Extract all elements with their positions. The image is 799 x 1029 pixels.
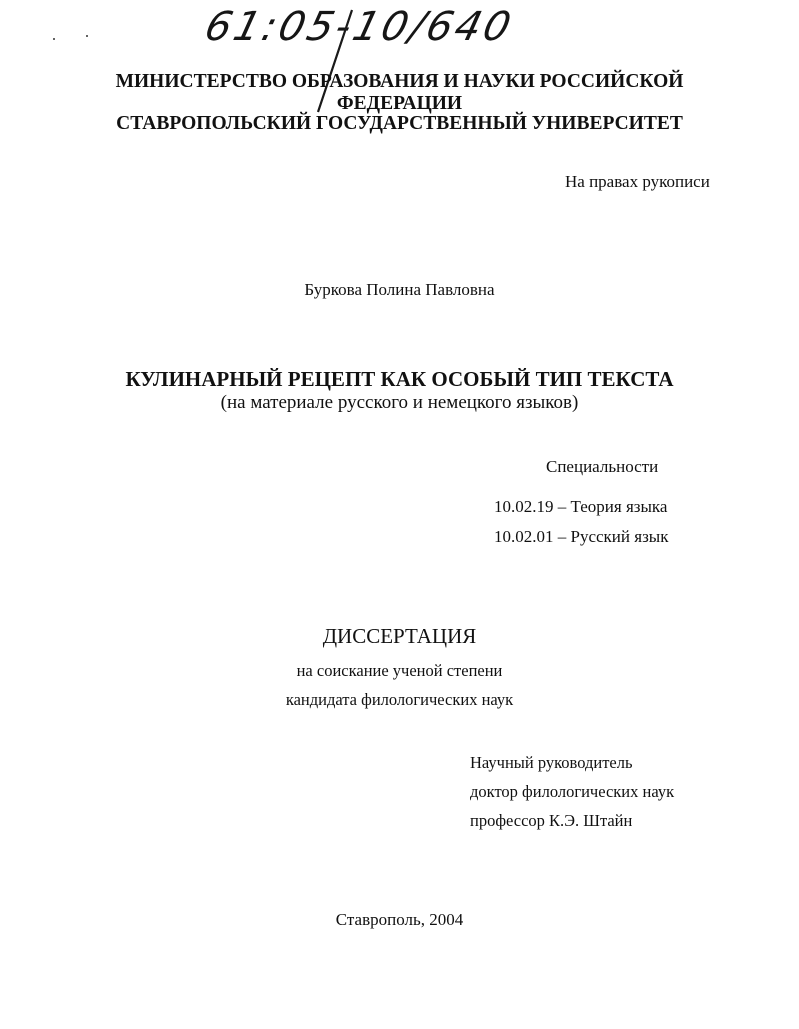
specialty-item: 10.02.01 – Русский язык [494,527,669,546]
degree-line-2: кандидата филологических наук [285,690,514,709]
specialties-heading: Специальности [546,457,659,476]
dissertation-title: КУЛИНАРНЫЙ РЕЦЕПТ КАК ОСОБЫЙ ТИП ТЕКСТА [125,367,674,391]
dissertation-subtitle: (на материале русского и немецкого языков) [220,392,579,413]
archive-code-handwritten: 61:05-10/640 [200,4,519,50]
city-year-footer: Ставрополь, 2004 [335,910,464,929]
scan-speck [53,38,55,40]
institution-line-1: МИНИСТЕРСТВО ОБРАЗОВАНИЯ И НАУКИ РОССИЙСКОЙ [115,71,684,92]
supervisor-degree: доктор филологических наук [470,782,675,801]
institution-line-2: ФЕДЕРАЦИИ [336,93,463,114]
institution-line-3: СТАВРОПОЛЬСКИЙ ГОСУДАРСТВЕННЫЙ УНИВЕРСИТЕТ [116,113,683,134]
specialty-item: 10.02.19 – Теория языка [494,497,668,516]
author-name: Буркова Полина Павловна [304,280,495,299]
supervisor-label: Научный руководитель [470,753,633,772]
manuscript-rights-note: На правах рукописи [565,172,710,191]
scan-speck [86,35,88,37]
degree-line-1: на соискание ученой степени [296,661,503,680]
dissertation-heading: ДИССЕРТАЦИЯ [322,624,477,648]
supervisor-name: профессор К.Э. Штайн [470,811,633,830]
